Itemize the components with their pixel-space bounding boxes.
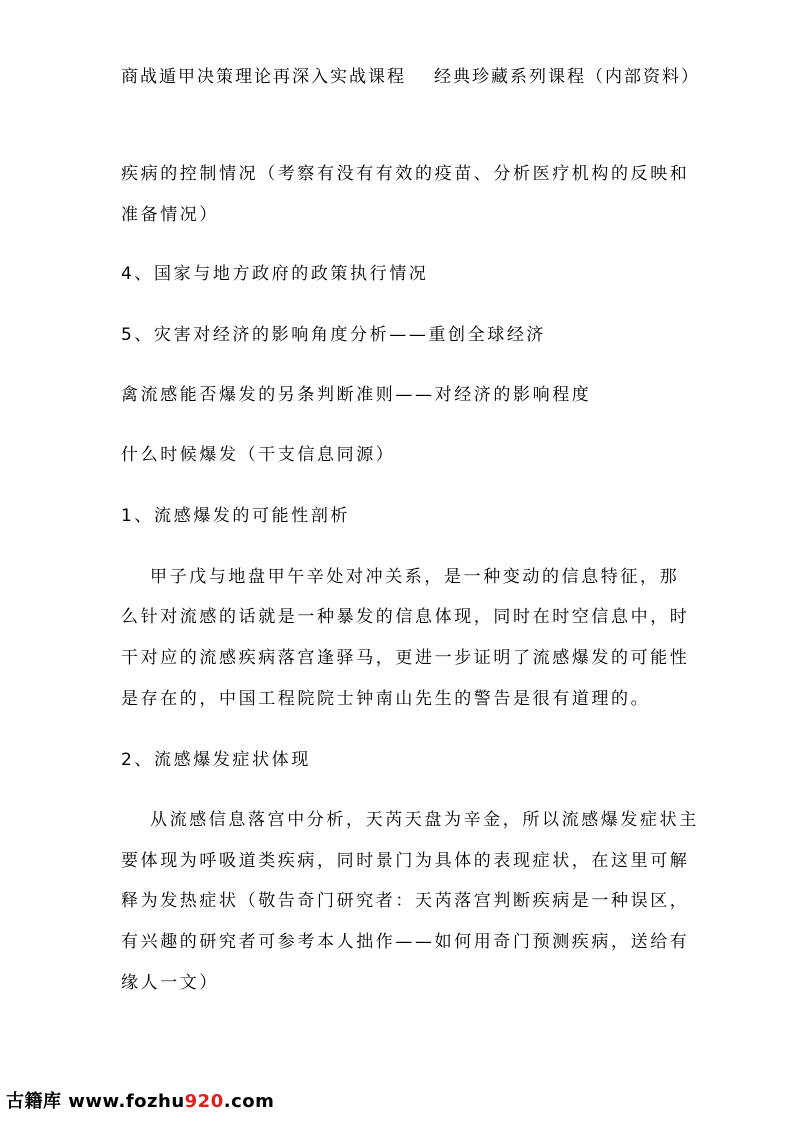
- header-series-title: 经典珍藏系列课程（内部资料）: [434, 67, 700, 87]
- paragraph-line: 干对应的流感疾病落宫逢驿马，更进一步证明了流感爆发的可能性: [121, 648, 690, 668]
- paragraph-line: 要体现为呼吸道类疾病，同时景门为具体的表现症状，在这里可解: [121, 851, 690, 871]
- paragraph-line: 是存在的，中国工程院院士钟南山先生的警告是很有道理的。: [121, 689, 651, 709]
- paragraph-line: 疾病的控制情况（考察有没有有效的疫苗、分析医疗机构的反映和: [121, 164, 690, 184]
- footer-url-number: 920: [184, 1091, 224, 1112]
- section-heading: 1、流感爆发的可能性剖析: [121, 506, 351, 526]
- footer-url-suffix: .com: [223, 1091, 275, 1112]
- footer-site-name: 古籍库: [6, 1091, 62, 1112]
- section-heading: 4、国家与地方政府的政策执行情况: [121, 264, 429, 284]
- footer-watermark: [6, 1087, 274, 1113]
- section-heading: 2、流感爆发症状体现: [121, 750, 311, 770]
- header-course-title: 商战遁甲决策理论再深入实战课程: [121, 67, 406, 87]
- section-heading: 什么时候爆发（干支信息同源）: [121, 445, 396, 465]
- paragraph-line: 准备情况）: [121, 205, 219, 225]
- section-heading: 禽流感能否爆发的另条判断准则——对经济的影响程度: [121, 385, 592, 405]
- page-header: [121, 62, 700, 87]
- paragraph-line: 甲子戊与地盘甲午辛处对冲关系，是一种变动的信息特征，那: [150, 567, 680, 587]
- paragraph-line: 缘人一文）: [121, 973, 219, 993]
- footer-url-prefix: www.fozhu: [61, 1091, 185, 1112]
- paragraph-line: 有兴趣的研究者可参考本人拙作——如何用奇门预测疾病，送给有: [121, 932, 690, 952]
- paragraph-line: 么针对流感的话就是一种暴发的信息体现，同时在时空信息中，时: [121, 607, 690, 627]
- section-heading: 5、灾害对经济的影响角度分析——重创全球经济: [121, 325, 547, 345]
- paragraph-line: 从流感信息落宫中分析，天芮天盘为辛金，所以流感爆发症状主: [150, 810, 699, 830]
- paragraph-line: 释为发热症状（敬告奇门研究者：天芮落宫判断疾病是一种误区，: [121, 891, 690, 911]
